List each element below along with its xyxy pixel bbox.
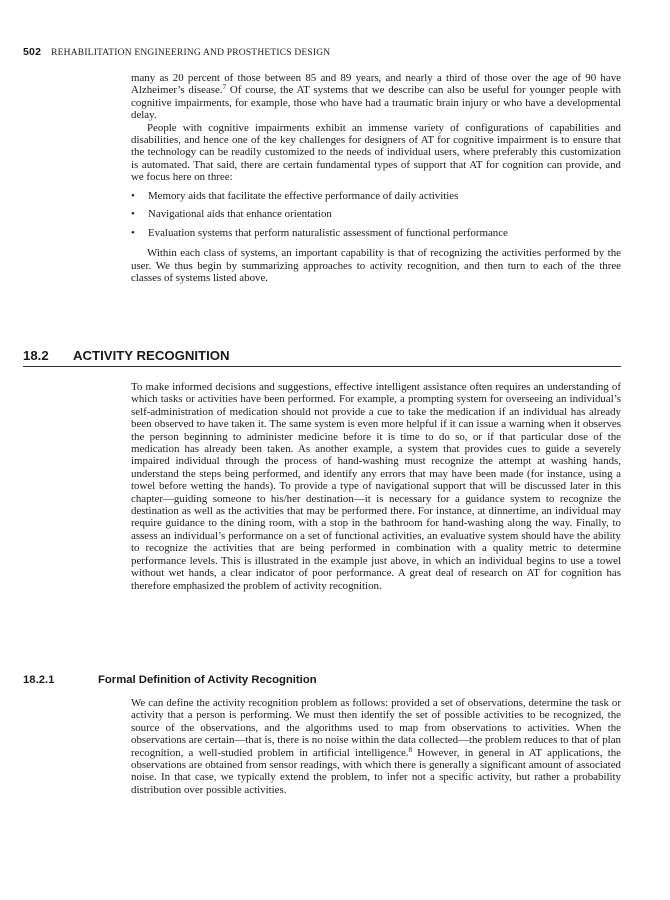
list-item: • Navigational aids that enhance orientation [131,208,332,221]
reference-7: 7 [222,83,227,92]
page-number: 502 [23,46,42,58]
subsection-number: 18.2.1 [23,674,55,686]
list-item: • Evaluation systems that perform naturalistic assessment of functional performance [131,227,508,240]
bullet-icon: • [131,227,135,240]
bullet-icon: • [131,189,135,202]
list-item: • Memory aids that facilitate the effective performance of daily activities [131,189,459,202]
running-head [23,46,330,58]
section-title: ACTIVITY RECOGNITION [73,348,230,363]
intro-paragraph-3: Within each class of systems, an important capability is that of recognizing the activities performed by the user. We thus begin by summarizing approaches to activity recognition, and then turn to each of the three classes of systems listed above. [131,247,621,285]
section-heading [23,348,621,367]
support-types-list [131,190,621,240]
section-number: 18.2 [23,348,49,363]
bullet-icon: • [131,208,135,221]
section-text-block [131,381,621,592]
subsection-paragraph-1: We can define the activity recognition problem as follows: provided a set of observations, determine the task or activity that a person is performing. We must then identify the set of possible activities to be recognized, the source of the observations, and the algorithms used to map from observations to activities. When the observations are certain—that is, there is no noise within the data collected—the problem reduces to that of plan recognition, a well-studied problem in artificial intelligence.$^8$ However, in general in AT applications, the observations are obtained from sensor readings, with which there is generally a significant amount of associated noise. In that case, we typically extend the problem, to infer not a specific activity, but rather a probability distribution over possible activities. [131,697,621,796]
running-head-title: REHABILITATION ENGINEERING AND PROSTHETICS DESIGN [51,48,331,58]
subsection-text-block [131,697,621,796]
intro-paragraph-2: People with cognitive impairments exhibit an immense variety of configurations of capabilities and disabilities, and hence one of the key challenges for designers of AT for cognitive impairment is to ensure that the technology can be readily customized to the needs of individual users, where preferably this customization is automated. That said, there are certain fundamental types of support that AT for cognition can provide, and we focus here on three: [131,121,621,184]
intro-paragraph-1: many as 20 percent of those between 85 and 89 years, and nearly a third of those over the age of 90 have Alzheimer’s disease.$^7$ Of course, the AT systems that we describe can also be useful for younger people with cognitive impairments, for example, those who have had a traumatic brain injury or who have a developmental delay. [131,72,621,122]
intro-text-block [131,72,621,285]
subsection-title: Formal Definition of Activity Recognition [98,674,317,686]
subsection-heading [23,674,317,686]
section-paragraph-1: To make informed decisions and suggestions, effective intelligent assistance often requires an understanding of which tasks or activities have been performed. For example, a prompting system for overseeing an individual’s self-administration of medication should not provide a cue to take the medication if an individual has already been observed to have taken it. The same system is even more helpful if it can issue a warning when it observes the person beginning to administer medicine before it is time to do so, or if that particular dose of the medication has already been taken. As another example, a system that provides cues to guide a severely impaired individual through the process of hand-washing must recognize the attempt at washing hands, understand the steps being performed, and identify any errors that may have been made (for instance, using a towel before wetting the hands). To provide a type of navigational support that will be discussed later in this chapter—guiding someone to his/her destination—it is necessary for a guidance system to recognize the destination as well as the activities that may be performed there. For instance, at dinnertime, an individual may require guidance to the dining room, with a stop in the bathroom for hand-washing along the way. Finally, to assess an individual’s performance on a set of functional activities, an evaluative system should have the ability to recognize the activities that are being performed in combination with a quality metric to determine performance levels. This is illustrated in the example just above, in which an individual begins to use a towel without wet hands, a clear indicator of poor performance. A great deal of research on AT for cognition has therefore emphasized the problem of activity recognition. [131,381,621,592]
reference-8: 8 [408,745,413,754]
